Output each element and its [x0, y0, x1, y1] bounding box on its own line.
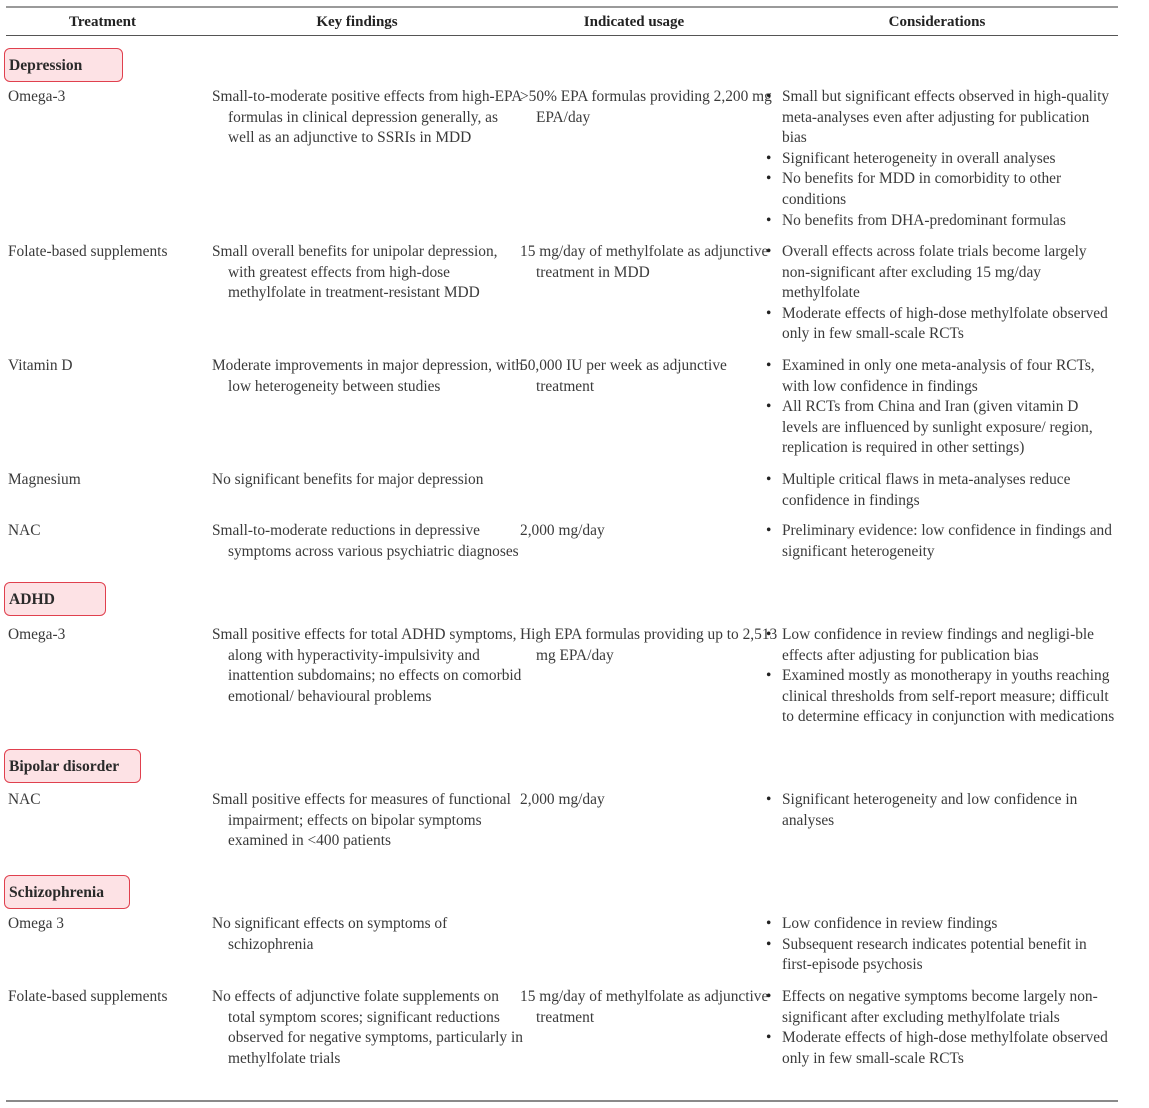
treatment-cell: Omega-3 — [8, 88, 66, 105]
section-adhd: ADHD — [4, 582, 106, 616]
usage-cell: >50% EPA formulas providing 2,200 mg EPA/day — [520, 88, 772, 126]
treatment-cell: NAC — [8, 522, 41, 539]
considerations-list — [766, 790, 1116, 831]
consideration-item: • Examined mostly as monotherapy in youths reaching clinical thresholds from self-report measure; difficult to determine efficacy in conjunction with medications — [766, 666, 1116, 728]
treatment-cell: NAC — [8, 791, 41, 808]
considerations-list — [766, 242, 1116, 345]
consideration-item: • Significant heterogeneity and low confidence in analyses — [766, 790, 1116, 831]
findings-cell: Small-to-moderate reductions in depressive symptoms across various psychiatric diagnoses — [212, 522, 519, 560]
consideration-item: • Subsequent research indicates potential benefit in first-episode psychosis — [766, 935, 1116, 976]
consideration-item: • Low confidence in review findings — [766, 914, 1116, 935]
findings-cell: Small positive effects for total ADHD symptoms, along with hyperactivity-impulsivity and inattention subdomains; no effects on comorbid emotional/ behavioural problems — [212, 626, 522, 705]
consideration-item: • Effects on negative symptoms become largely non-significant after excluding methylfolate trials — [766, 987, 1116, 1028]
treatment-cell: Omega-3 — [8, 626, 66, 643]
treatment-cell: Vitamin D — [8, 357, 73, 374]
header-key-findings: Key findings — [316, 14, 398, 30]
considerations-list — [766, 987, 1116, 1069]
findings-cell: No significant benefits for major depression — [212, 471, 484, 488]
considerations-list — [766, 521, 1116, 562]
section-schizophrenia: Schizophrenia — [4, 875, 130, 909]
usage-cell: 15 mg/day of methylfolate as adjunctive treatment in MDD — [520, 243, 769, 281]
considerations-list — [766, 625, 1116, 728]
header-indicated-usage: Indicated usage — [583, 14, 685, 30]
considerations-list — [766, 914, 1116, 976]
consideration-item: • Preliminary evidence: low confidence in findings and significant heterogeneity — [766, 521, 1116, 562]
section-depression: Depression — [4, 48, 123, 82]
consideration-item: • Moderate effects of high-dose methylfolate observed only in few small-scale RCTs — [766, 304, 1116, 345]
findings-cell: Small positive effects for measures of functional impairment; effects on bipolar symptoms examined in <400 patients — [212, 791, 511, 850]
findings-cell: Moderate improvements in major depression, with low heterogeneity between studies — [212, 357, 524, 395]
consideration-item: • Multiple critical flaws in meta-analyses reduce confidence in findings — [766, 470, 1116, 511]
considerations-list — [766, 470, 1116, 511]
section-bipolar-disorder: Bipolar disorder — [4, 749, 141, 783]
table-bottom-rule — [6, 1100, 1118, 1102]
consideration-item: • Moderate effects of high-dose methylfolate observed only in few small-scale RCTs — [766, 1028, 1116, 1069]
consideration-item: • No benefits from DHA-predominant formulas — [766, 211, 1116, 232]
considerations-list — [766, 356, 1116, 459]
considerations-list — [766, 87, 1116, 231]
table-top-rule — [6, 6, 1118, 8]
usage-cell: 2,000 mg/day — [520, 522, 605, 539]
findings-cell: Small overall benefits for unipolar depression, with greatest effects from high-dose methylfolate in treatment-resistant MDD — [212, 243, 498, 302]
consideration-item: • No benefits for MDD in comorbidity to other conditions — [766, 169, 1116, 210]
usage-cell: High EPA formulas providing up to 2,513 mg EPA/day — [520, 626, 778, 664]
treatment-cell: Folate-based supplements — [8, 988, 168, 1005]
usage-cell: 2,000 mg/day — [520, 791, 605, 808]
consideration-item: • Significant heterogeneity in overall analyses — [766, 149, 1116, 170]
header-considerations: Considerations — [888, 14, 986, 30]
header-rule — [6, 35, 1118, 36]
header-treatment: Treatment — [69, 14, 136, 30]
usage-cell: 50,000 IU per week as adjunctive treatment — [520, 357, 727, 395]
consideration-item: • All RCTs from China and Iran (given vitamin D levels are influenced by sunlight exposure/ region, replication is required in other settings) — [766, 397, 1116, 459]
treatment-cell: Magnesium — [8, 471, 81, 488]
treatment-cell: Folate-based supplements — [8, 243, 168, 260]
usage-cell: 15 mg/day of methylfolate as adjunctive treatment — [520, 988, 769, 1026]
findings-cell: No effects of adjunctive folate supplements on total symptom scores; significant reductions observed for negative symptoms, particularly in methylfolate trials — [212, 988, 523, 1067]
findings-cell: No significant effects on symptoms of schizophrenia — [212, 915, 448, 953]
treatment-cell: Omega 3 — [8, 915, 64, 932]
consideration-item: • Low confidence in review findings and negligi-ble effects after adjusting for publication bias — [766, 625, 1116, 666]
consideration-item: • Overall effects across folate trials become largely non-significant after excluding 15 mg/day methylfolate — [766, 242, 1116, 304]
consideration-item: • Examined in only one meta-analysis of four RCTs, with low confidence in findings — [766, 356, 1116, 397]
consideration-item: • Small but significant effects observed in high-quality meta-analyses even after adjusting for publication bias — [766, 87, 1116, 149]
findings-cell: Small-to-moderate positive effects from high-EPA formulas in clinical depression generally, as well as an adjunctive to SSRIs in MDD — [212, 88, 522, 147]
